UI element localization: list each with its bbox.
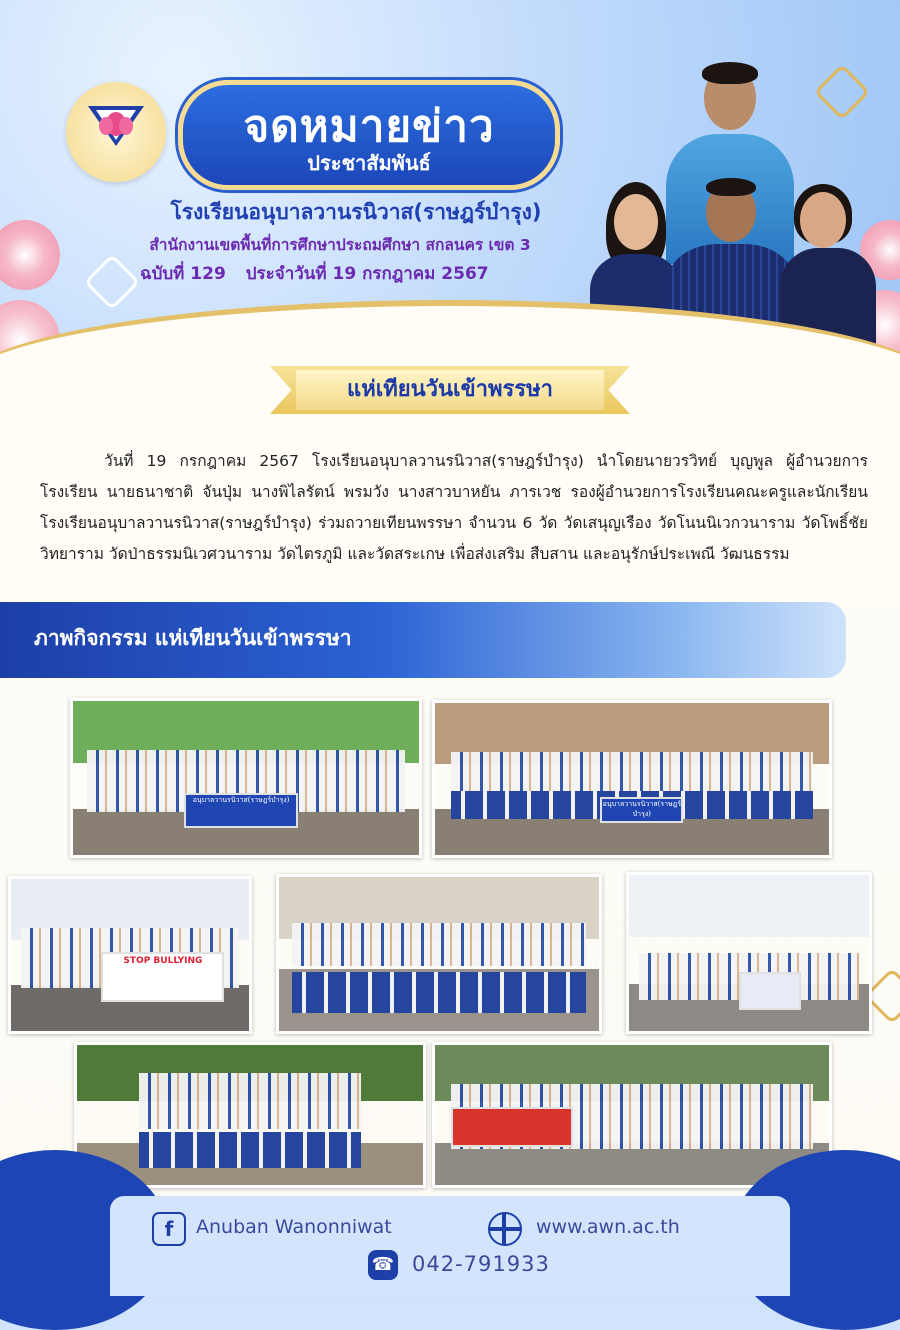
- photo-people: [292, 923, 586, 966]
- photo-background: [629, 875, 869, 937]
- newsletter-title: จดหมายข่าว: [243, 101, 495, 152]
- newsletter-title-box: [178, 80, 560, 190]
- photo-banner: อนุบาลวานรนิวาส(ราษฎร์บำรุง): [600, 797, 683, 822]
- website-link[interactable]: www.awn.ac.th: [536, 1216, 680, 1238]
- issue-info: [140, 260, 503, 287]
- photo-banner: อนุบาลวานรนิวาส(ราษฎร์บำรุง): [184, 793, 299, 828]
- activity-photo: [74, 1042, 426, 1188]
- photo-banner: [451, 1107, 573, 1147]
- school-name: โรงเรียนอนุบาลวานรนิวาส(ราษฎร์บำรุง): [170, 200, 542, 224]
- issue-date: ประจำวันที่ 19 กรกฎาคม 2567: [245, 264, 489, 284]
- photo-people: [139, 1073, 360, 1129]
- phone-icon: ☎: [368, 1250, 398, 1280]
- office-name: สำนักงานเขตพื้นที่การศึกษาประถมศึกษา สกลนคร เขต 3: [149, 236, 531, 254]
- activity-photo: [432, 1042, 832, 1188]
- photo-banner: STOP BULLYING: [101, 952, 224, 1002]
- headline: แห่เทียนวันเข้าพรรษา: [296, 370, 604, 410]
- activity-photo: [8, 876, 252, 1034]
- section-title: ภาพกิจกรรม แห่เทียนวันเข้าพรรษา: [34, 626, 352, 650]
- photo-banner: [739, 972, 801, 1010]
- globe-icon: [488, 1212, 522, 1246]
- news-body-text: วันที่ 19 กรกฎาคม 2567 โรงเรียนอนุบาลวานรนิวาส(ราษฎร์บำรุง) นำโดยนายวรวิทย์ บุญพูล ผู้อำนวยการโรงเรียน นายธนาชาติ จันปุ่ม นางพิไลรัตน์ พรมวัง นางสาวบาหยัน ภารเวช รองผู้อำนวยการโรงเรียนคณะครูและนักเรียน โรงเรียนอนุบาลวานรนิวาส(ราษฎร์บำรุง) ร่วมถวายเทียนพรรษา จำนวน 6 วัด วัดเสนุญเรือง วัดโนนนิเวกวนาราม วัดโพธิ์ชัยวิทยาราม วัดป่าธรรมนิเวศวนาราม วัดไตรภูมิ และวัดสระเกษ เพื่อส่งเสริม สืบสาน และอนุรักษ์ประเพณี วัฒนธรรม: [40, 452, 868, 563]
- school-logo: [66, 82, 166, 182]
- phone-number[interactable]: 042-791933: [412, 1252, 550, 1276]
- newsletter-subtitle: ประชาสัมพันธ์: [307, 151, 431, 175]
- issue-number: ฉบับที่ 129: [140, 264, 226, 284]
- photo-people-seated: [292, 972, 586, 1012]
- footer-panel: [110, 1196, 790, 1296]
- activity-photo: [276, 874, 602, 1034]
- news-paragraph: [40, 446, 868, 570]
- administrators-photo: [580, 60, 880, 340]
- activity-photo: [432, 700, 832, 858]
- facebook-icon: f: [152, 1212, 186, 1246]
- activity-photo: [626, 872, 872, 1034]
- activity-photo: [70, 698, 422, 858]
- photo-people-seated: [139, 1132, 360, 1168]
- facebook-page-link[interactable]: Anuban Wanonniwat: [196, 1216, 392, 1238]
